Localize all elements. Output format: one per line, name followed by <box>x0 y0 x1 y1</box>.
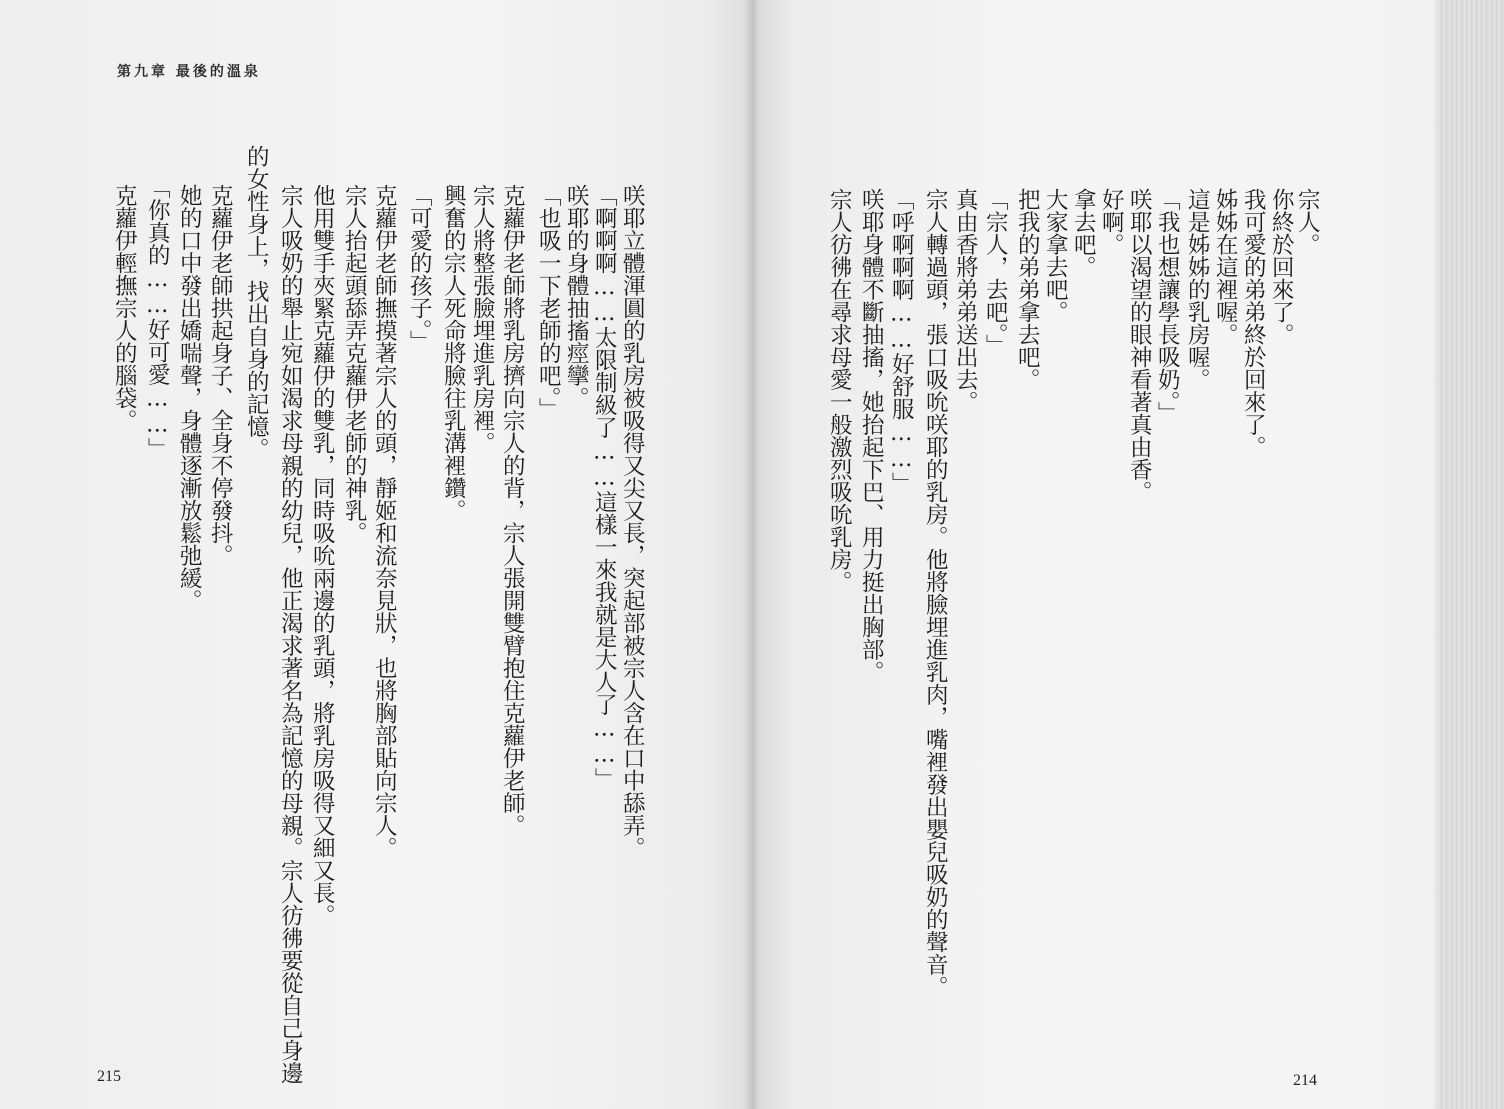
running-head: 第九章 最後的溫泉 <box>117 64 261 80</box>
text-column: 宗人吸奶的舉止宛如渴求母親的幼兒，他正渴求著名為記憶的母親。宗人彷彿要從自己身邊 <box>277 184 304 1084</box>
page-number-left: 215 <box>97 1068 121 1085</box>
text-column: 宗人轉過頭，張口吸吮咲耶的乳房。他將臉埋進乳肉，嘴裡發出嬰兒吸奶的聲音。 <box>922 188 949 998</box>
text-column: 真由香將弟弟送出去。 <box>952 188 979 413</box>
text-column: 你終於回來了。 <box>1268 188 1295 346</box>
right-page <box>752 0 1438 1109</box>
text-column: 咲耶身體不斷抽搐，她抬起下巴、用力挺出胸部。 <box>858 188 885 683</box>
text-column: 好啊。 <box>1098 188 1125 256</box>
page-number-right: 214 <box>1293 1072 1317 1089</box>
text-column: 「可愛的孩子。」 <box>406 184 433 353</box>
text-column: 她的口中發出嬌喘聲，身體逐漸放鬆弛緩。 <box>176 184 203 612</box>
text-column: 咲耶以渴望的眼神看著真由香。 <box>1126 188 1153 503</box>
text-column: 他用雙手夾緊克蘿伊的雙乳，同時吸吮兩邊的乳頭，將乳房吸得又細又長。 <box>309 184 336 927</box>
text-column: 宗人抬起頭舔弄克蘿伊老師的神乳。 <box>341 184 368 544</box>
text-column: 「也吸一下老師的吧。」 <box>535 184 562 421</box>
text-column: 姊姊在這裡喔。 <box>1212 188 1239 346</box>
text-column: 興奮的宗人死命將臉往乳溝裡鑽。 <box>440 184 467 522</box>
text-column: 宗人將整張臉埋進乳房裡。 <box>469 184 496 454</box>
text-column: 克蘿伊老師拱起身子、全身不停發抖。 <box>207 184 234 567</box>
text-column: 咲耶的身體抽搐痙攣。 <box>563 184 590 409</box>
text-column: 「我也想讓學長吸奶。」 <box>1154 188 1181 425</box>
text-column: 拿去吧。 <box>1070 188 1097 278</box>
text-column: 「你真的……好可愛……」 <box>144 176 171 460</box>
text-column: 我可愛的弟弟終於回來了。 <box>1240 188 1267 458</box>
page-stack-edge <box>1438 0 1504 1109</box>
text-column: 大家拿去吧。 <box>1042 188 1069 323</box>
text-column: 「啊啊啊……太限制級了……這樣一來我就是大人了……」 <box>591 184 618 790</box>
text-column: 宗人。 <box>1294 188 1321 256</box>
text-column: 克蘿伊輕撫宗人的腦袋。 <box>111 184 138 432</box>
text-column: 「宗人，去吧。」 <box>982 188 1009 357</box>
text-column: 把我的弟弟拿去吧。 <box>1014 188 1041 391</box>
text-column: 宗人彷彿在尋求母愛一般激烈吸吮乳房。 <box>826 188 853 593</box>
text-column: 克蘿伊老師撫摸著宗人的頭，靜姬和流奈見狀，也將胸部貼向宗人。 <box>371 184 398 859</box>
text-column: 的女性身上，找出自身的記憶。 <box>243 145 270 460</box>
text-column: 「呼啊啊啊……好舒服……」 <box>888 188 915 495</box>
book-gutter <box>744 0 760 1109</box>
text-column: 克蘿伊老師將乳房擠向宗人的背，宗人張開雙臂抱住克蘿伊老師。 <box>499 184 526 837</box>
text-column: 咲耶立體渾圓的乳房被吸得又尖又長，突起部被宗人含在口中舔弄。 <box>619 184 646 859</box>
text-column: 這是姊姊的乳房喔。 <box>1184 188 1211 391</box>
